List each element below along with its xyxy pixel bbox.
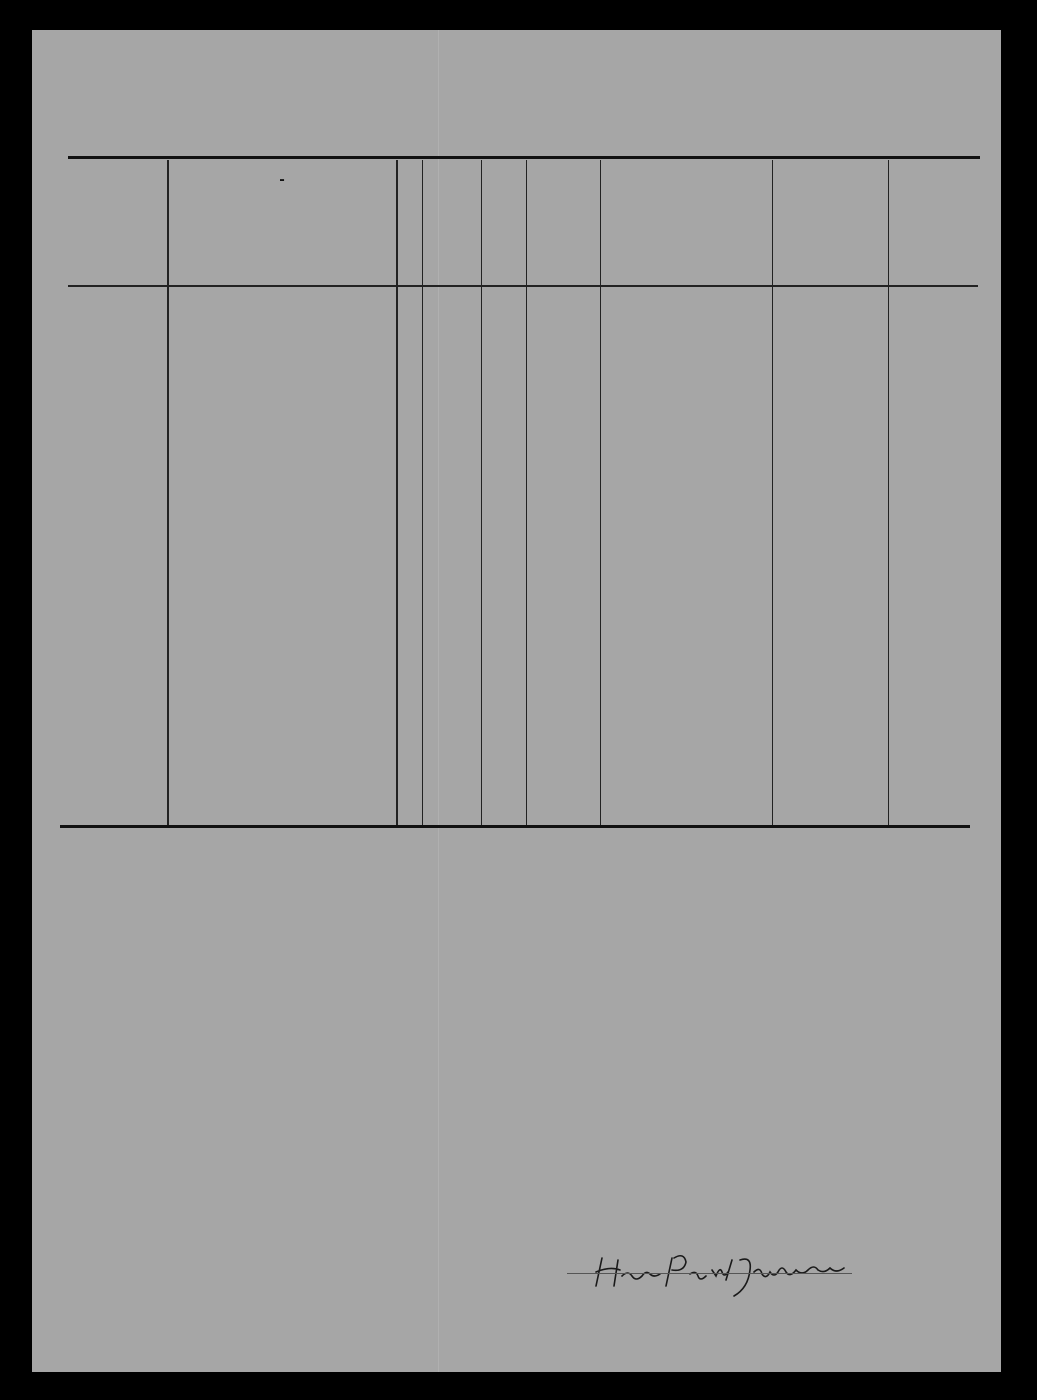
header-stilling	[537, 165, 589, 287]
col-line	[600, 160, 601, 825]
col-line	[167, 160, 169, 825]
col-line	[772, 160, 773, 825]
signature-handwriting	[562, 1240, 862, 1300]
header-aegte	[480, 166, 520, 286]
census-form-page	[32, 30, 1001, 1372]
header-bottom-rule	[68, 285, 978, 287]
header-navn	[172, 170, 392, 204]
fold-line	[438, 30, 439, 1372]
table-bottom-rule	[60, 825, 970, 828]
col-line	[526, 160, 527, 825]
header-dash: -	[279, 171, 285, 188]
table-top-rule	[68, 156, 980, 159]
col-line	[888, 160, 889, 825]
header-kjon	[396, 168, 426, 286]
signature-line	[567, 1273, 852, 1274]
